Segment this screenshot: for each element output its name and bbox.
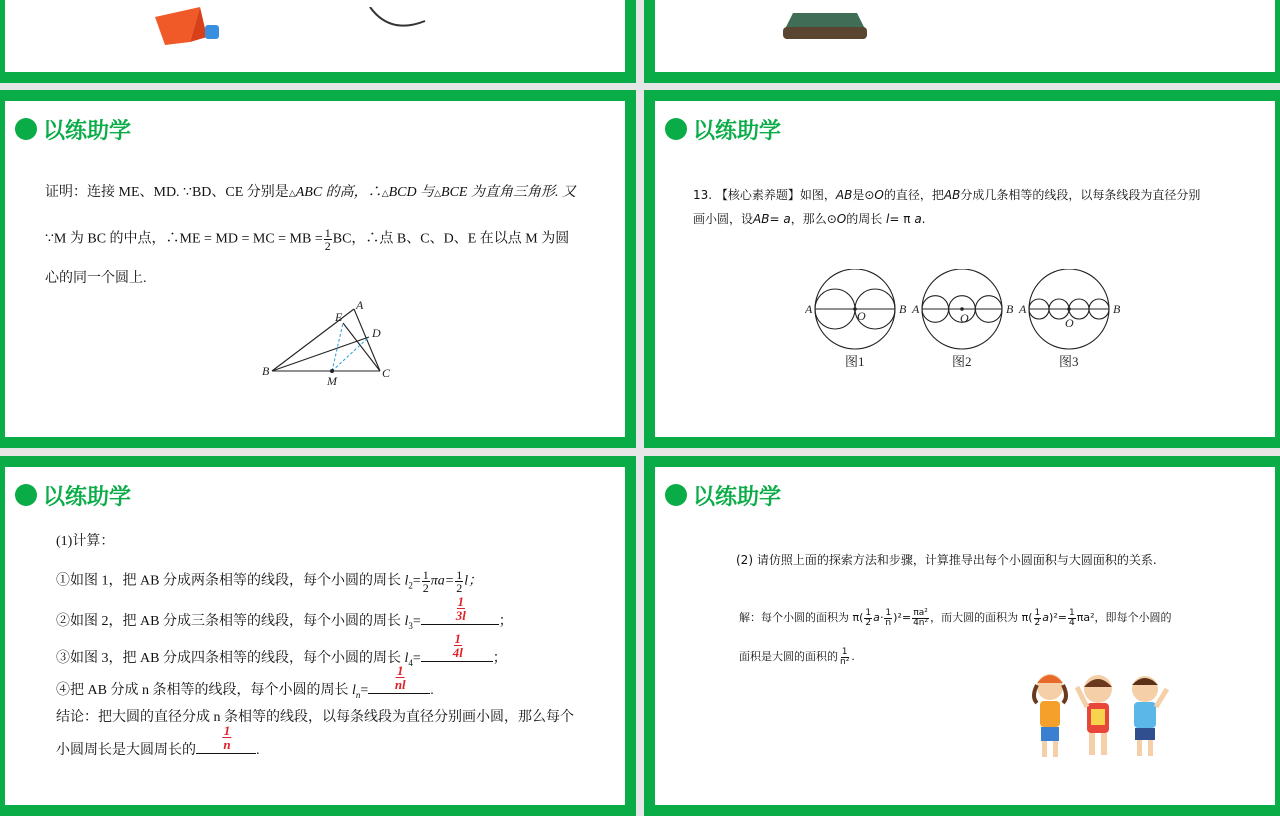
- svg-text:B: B: [899, 302, 907, 316]
- section-header: [15, 115, 131, 143]
- section-header: [15, 481, 131, 509]
- problem-line-2: 画小圆，设AB= a，那么⊙O的周长 l= π a.: [693, 212, 926, 226]
- section-title: 以练助学: [43, 484, 132, 510]
- triangle-figure: [260, 301, 400, 386]
- caption-fig-2: 图2: [952, 354, 972, 369]
- answer-blank[interactable]: $\frac{1}{nl}$: [368, 679, 430, 694]
- label-c: C: [382, 366, 391, 380]
- solution-line-2: 面积是大圆的面积的 $\frac{1}{\text{n²}}$ .: [739, 646, 855, 667]
- hat-illustration: [775, 3, 875, 43]
- children-illustration: [1025, 667, 1175, 767]
- calc-row-2: ②如图 2，把 AB 分成三条相等的线段，每个小圆的周长 $l_3=$ $\frac{1}{3l}$ ；: [56, 594, 513, 631]
- proof-line-2: ∵M 为 BC 的中点，∴ME = MD = MC = MB = $\frac{1}{2}$ BC，∴点 B、C、D、E 在以点 M 为圆: [45, 226, 570, 253]
- svg-text:O: O: [960, 311, 969, 325]
- label-e: E: [335, 310, 343, 324]
- caption-fig-3: 图3: [1059, 354, 1079, 369]
- answer-blank[interactable]: $\frac{1}{3l}$: [421, 610, 499, 625]
- header-dot-icon: [15, 484, 37, 506]
- slide-calculation: [0, 456, 636, 816]
- slide-problem-13: [644, 90, 1280, 448]
- caption-fig-1: 图1: [845, 354, 865, 369]
- label-d: D: [372, 326, 381, 340]
- proof-line-1: 证明：连接 ME、MD. ∵BD、CE 分别是△ABC 的高，∴△BCD 与△BCE 为直角三角形. 又: [45, 185, 576, 200]
- slide-proof: [0, 90, 636, 448]
- answer-blank[interactable]: $\frac{1}{4l}$: [421, 647, 493, 662]
- calc-heading: (1)计算：: [56, 534, 115, 549]
- header-dot-icon: [665, 118, 687, 140]
- question-2: (2) 请仿照上面的探索方法和步骤，计算推导出每个小圆面积与大圆面积的关系.: [736, 553, 1157, 567]
- section-header: [665, 115, 781, 143]
- svg-text:O: O: [1065, 316, 1074, 330]
- svg-text:A: A: [1019, 302, 1027, 316]
- section-header: [665, 481, 781, 509]
- slide-area-relation: [644, 456, 1280, 816]
- svg-text:O: O: [857, 309, 866, 323]
- svg-text:B: B: [1113, 302, 1121, 316]
- section-title: 以练助学: [693, 118, 782, 144]
- slide-top-right: [644, 0, 1280, 83]
- conclusion-line-1: 结论：把大圆的直径分成 n 条相等的线段，以每条线段为直径分别画小圆，那么每个: [56, 710, 574, 725]
- proof-line-3: 心的同一个圆上.: [45, 271, 147, 286]
- conclusion-line-2: 小圆周长是大圆周长的 $\frac{1}{n}$ .: [56, 723, 260, 758]
- section-title: 以练助学: [43, 118, 132, 144]
- svg-text:A: A: [912, 302, 920, 316]
- kite-illustration: [145, 7, 235, 47]
- section-title: 以练助学: [693, 484, 782, 510]
- calc-row-1: ①如图 1，把 AB 分成两条相等的线段，每个小圆的周长 $l_2=$ $\frac{1}{2}$ πa= $\frac{1}{2}$ l；: [56, 568, 483, 595]
- answer-blank[interactable]: $\frac{1}{n}$: [196, 739, 256, 754]
- problem-line-1: 13. 【核心素养题】如图，AB是⊙O的直径，把AB分成几条相等的线段，以每条线段为直径分别: [693, 188, 1201, 202]
- svg-text:B: B: [1006, 302, 1014, 316]
- calc-row-4: ④把 AB 分成 n 条相等的线段，每个小圆的周长 $l_n=$ $\frac{1}{nl}$ .: [56, 663, 434, 700]
- circles-figure: [805, 269, 1145, 379]
- calc-row-3: ③如图 3，把 AB 分成四条相等的线段，每个小圆的周长 $l_4=$ $\frac{1}{4l}$ ；: [56, 631, 507, 668]
- label-m: M: [327, 374, 337, 386]
- header-dot-icon: [665, 484, 687, 506]
- label-a: A: [356, 301, 364, 312]
- svg-text:A: A: [805, 302, 813, 316]
- character-illustration: [365, 7, 455, 37]
- slide-top-left: [0, 0, 636, 83]
- header-dot-icon: [15, 118, 37, 140]
- solution-line-1: 解：每个小圆的面积为 π( $\frac{1}{2}$ a· $\frac{1}{n}$ )²= $\frac{\text{πa²}}{\text{4n²}}$ ，而大圆的面积为 π( $\frac{1}{2}$ a)²= $\frac{1}{4}$ πa²，即每个小圆的: [739, 607, 1172, 628]
- label-b: B: [262, 364, 270, 378]
